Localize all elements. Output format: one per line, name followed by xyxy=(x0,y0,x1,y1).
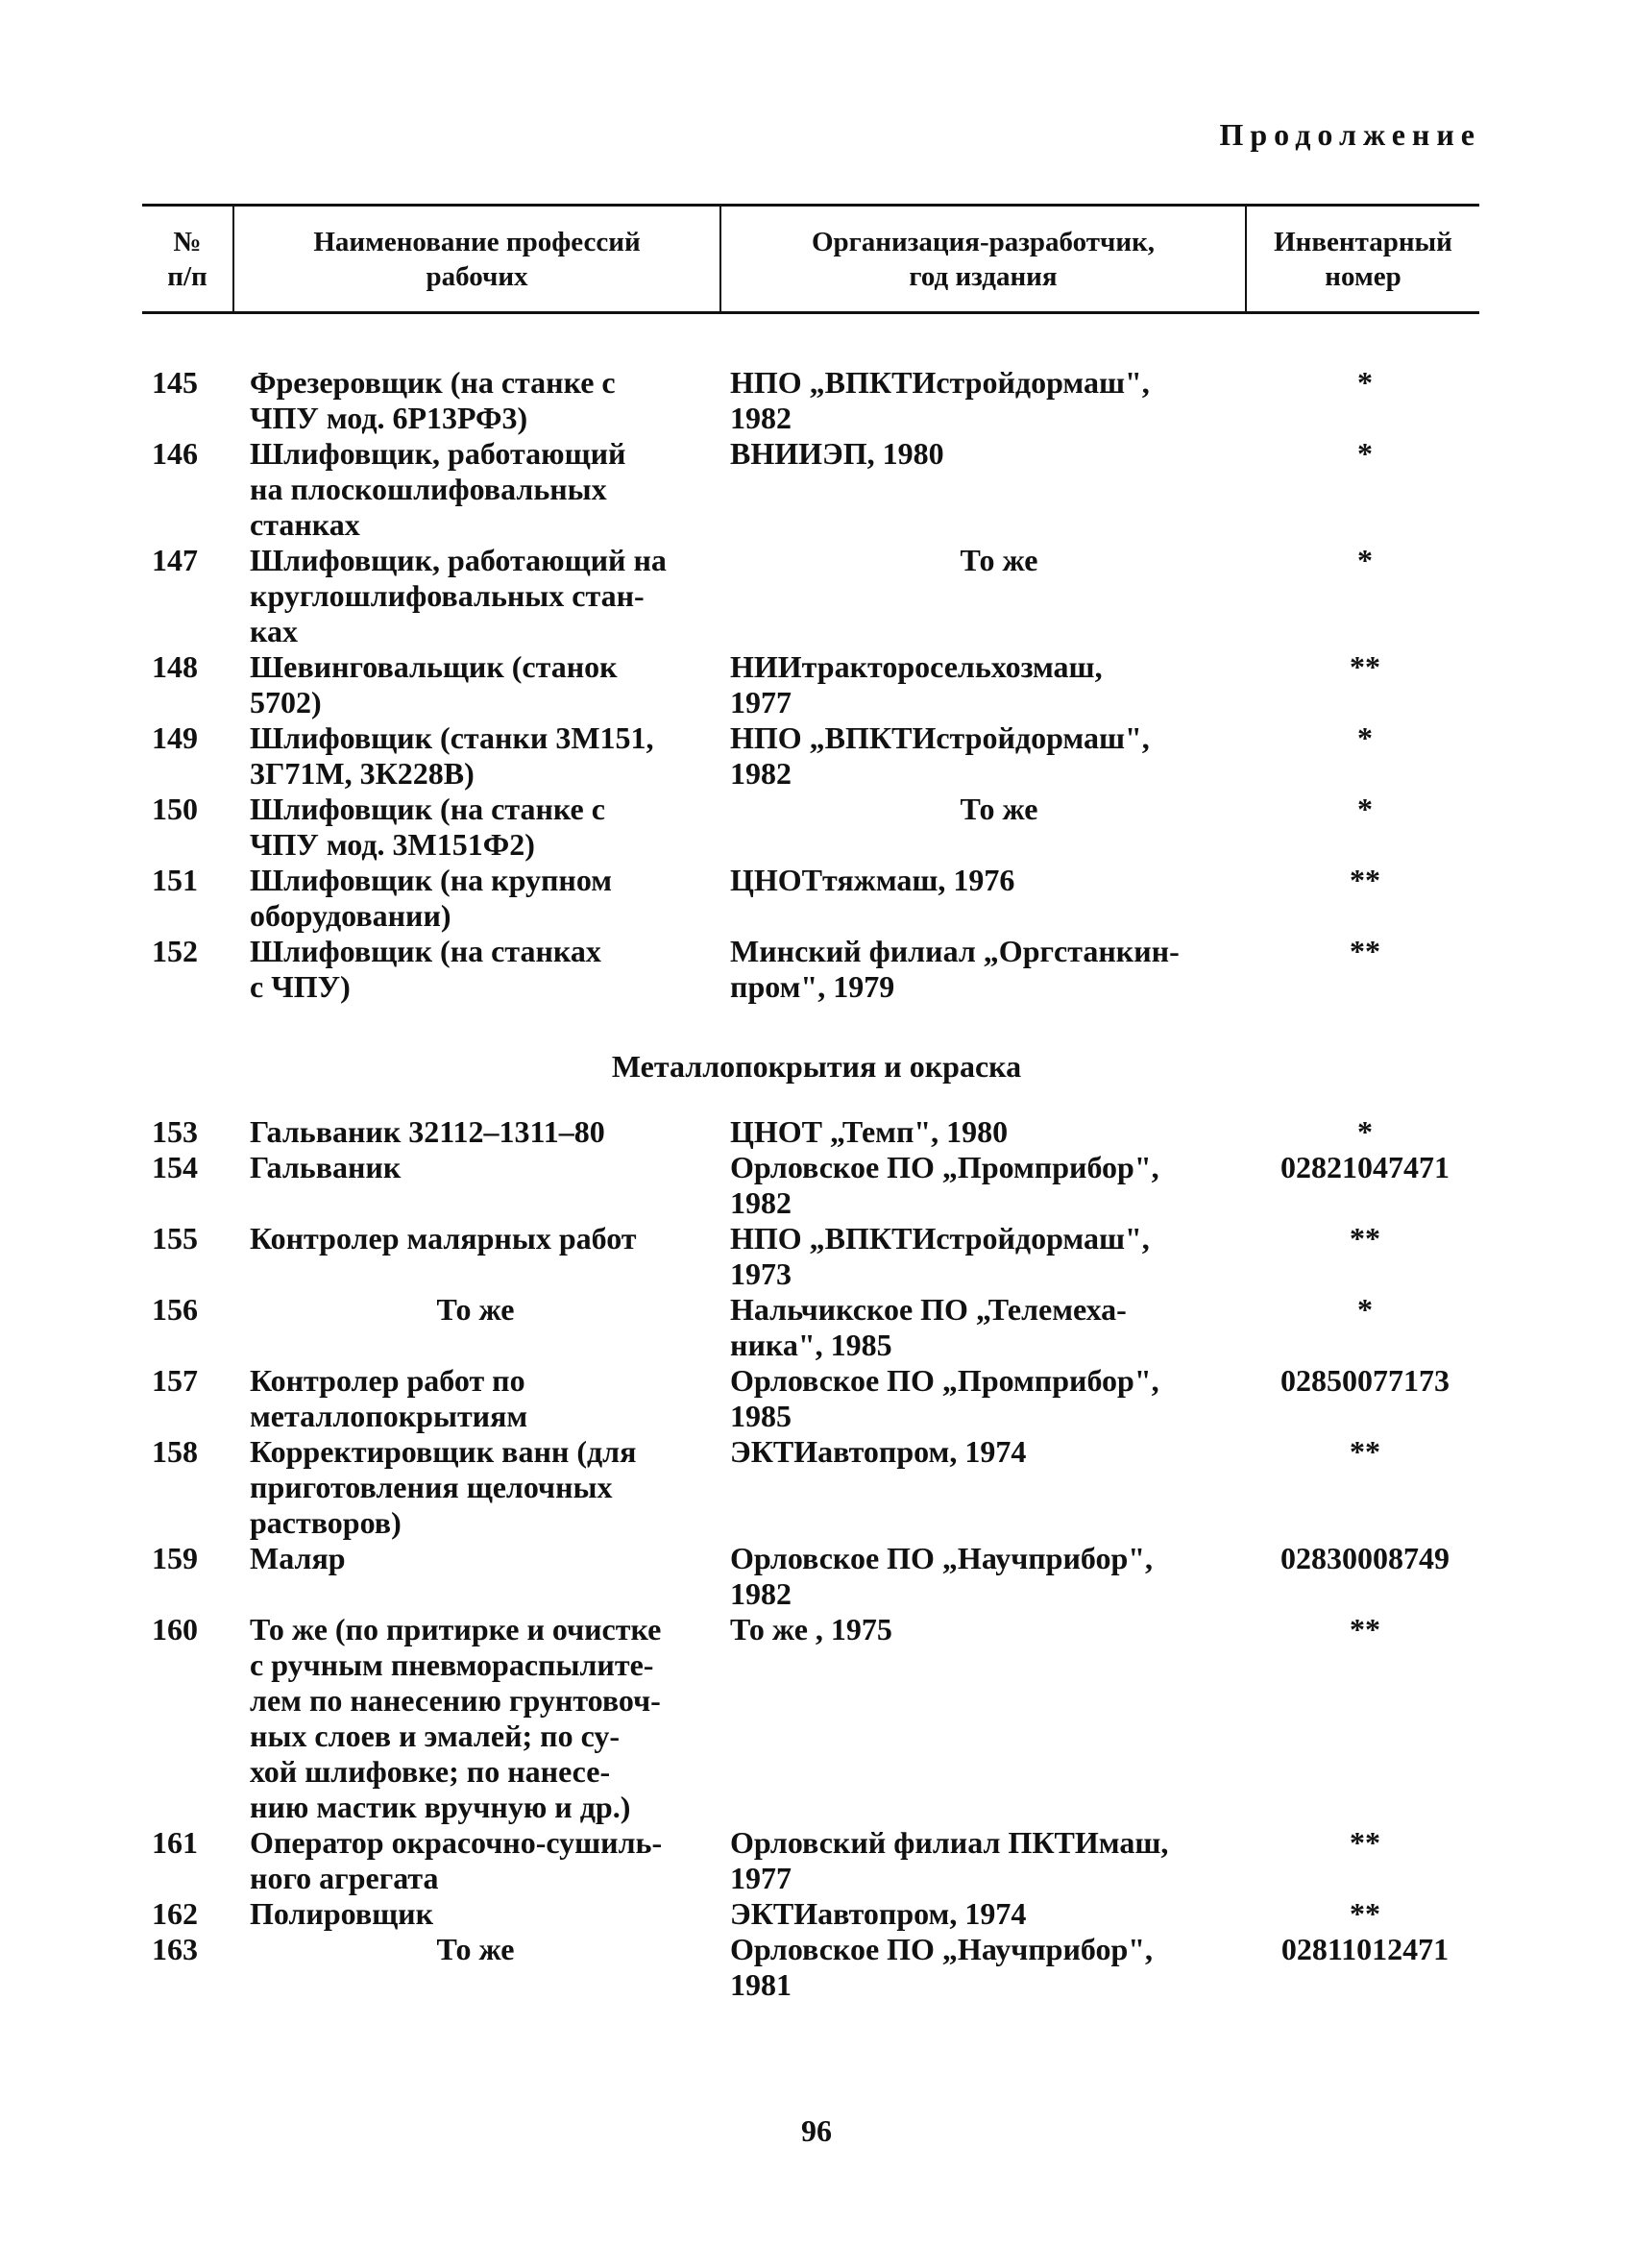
row-inventory: 02830008749 xyxy=(1280,1541,1450,1575)
row-number: 162 xyxy=(152,1896,198,1931)
row-profession: Шлифовщик, работающий на круглошлифовальных стан- ках xyxy=(250,543,667,648)
row-profession: То же (по притирке и очистке с ручным пневмораспылите- лем по нанесению грунтовоч- ных слоев и эмалей; по су- хой шлифовке; по нанесе- нию мастик вручную и др.) xyxy=(250,1612,662,1824)
header-num: № п/п xyxy=(142,207,234,311)
header-inv: Инвентарный номер xyxy=(1274,226,1452,292)
row-number: 158 xyxy=(152,1434,198,1469)
row-organization: То же xyxy=(960,792,1038,826)
row-profession: Фрезеровщик (на станке с ЧПУ мод. 6Р13РФ3) xyxy=(250,365,616,435)
continuation-label: Продолжение xyxy=(1219,117,1481,152)
row-profession: Полировщик xyxy=(250,1896,434,1931)
row-inventory: 02850077173 xyxy=(1280,1363,1450,1398)
row-number: 152 xyxy=(152,934,198,968)
row-inventory: * xyxy=(1357,1114,1373,1149)
row-number: 153 xyxy=(152,1114,198,1149)
row-organization: Орловское ПО „Научприбор", 1982 xyxy=(730,1541,1154,1611)
header-name: Наименование профессий рабочих xyxy=(234,207,721,311)
row-inventory: * xyxy=(1357,543,1373,577)
row-number: 149 xyxy=(152,720,198,755)
row-profession: Гальваник 32112–1311–80 xyxy=(250,1114,605,1149)
row-profession: Шлифовщик, работающий на плоскошлифовальных станках xyxy=(250,436,626,542)
row-profession: Контролер работ по металлопокрытиям xyxy=(250,1363,528,1433)
row-inventory: ** xyxy=(1350,863,1380,897)
header-org: Организация-разработчик, год издания xyxy=(721,207,1247,311)
row-profession: То же xyxy=(436,1932,515,1966)
row-organization: НПО „ВПКТИстройдормаш", 1973 xyxy=(730,1221,1150,1291)
row-organization: ЦНОТтяжмаш, 1976 xyxy=(730,863,1015,897)
row-number: 145 xyxy=(152,365,198,400)
row-profession: Шлифовщик (на станках с ЧПУ) xyxy=(250,934,601,1004)
row-profession: Оператор окрасочно-сушиль- ного агрегата xyxy=(250,1825,663,1895)
row-inventory: 02821047471 xyxy=(1280,1150,1450,1184)
row-number: 150 xyxy=(152,792,198,826)
row-organization: ВНИИЭП, 1980 xyxy=(730,436,944,471)
row-inventory: ** xyxy=(1350,649,1380,684)
row-number: 148 xyxy=(152,649,198,684)
row-profession: Гальваник xyxy=(250,1150,402,1184)
row-inventory: * xyxy=(1357,720,1373,755)
row-number: 155 xyxy=(152,1221,198,1256)
row-organization: Минский филиал „Оргстанкин- пром", 1979 xyxy=(730,934,1180,1004)
row-organization: ЭКТИавтопром, 1974 xyxy=(730,1434,1027,1469)
row-inventory: ** xyxy=(1350,1434,1380,1469)
row-inventory: * xyxy=(1357,792,1373,826)
row-profession: Шлифовщик (станки 3М151, 3Г71М, 3К228В) xyxy=(250,720,654,791)
row-profession: То же xyxy=(436,1292,515,1327)
page-number: 96 xyxy=(801,2113,832,2148)
row-number: 147 xyxy=(152,543,198,577)
row-inventory: ** xyxy=(1350,1221,1380,1256)
row-number: 159 xyxy=(152,1541,198,1575)
row-profession: Корректировщик ванн (для приготовления щелочных растворов) xyxy=(250,1434,637,1540)
row-organization: Нальчикское ПО „Телемеха- ника", 1985 xyxy=(730,1292,1127,1362)
row-inventory: ** xyxy=(1350,1896,1380,1931)
row-inventory: * xyxy=(1357,1292,1373,1327)
row-organization: Орловское ПО „Промприбор", 1985 xyxy=(730,1363,1159,1433)
row-inventory: * xyxy=(1357,365,1373,400)
row-organization: ЭКТИавтопром, 1974 xyxy=(730,1896,1027,1931)
section-title: Металлопокрытия и окраска xyxy=(611,1049,1022,1084)
row-organization: То же , 1975 xyxy=(730,1612,892,1646)
row-organization: ЦНОТ „Темп", 1980 xyxy=(730,1114,1009,1149)
row-number: 160 xyxy=(152,1612,198,1646)
row-organization: Орловское ПО „Научприбор", 1981 xyxy=(730,1932,1154,2002)
row-profession: Шевинговальщик (станок 5702) xyxy=(250,649,618,719)
row-inventory: ** xyxy=(1350,934,1380,968)
row-profession: Маляр xyxy=(250,1541,346,1575)
row-number: 154 xyxy=(152,1150,198,1184)
row-inventory: ** xyxy=(1350,1612,1380,1646)
row-inventory: * xyxy=(1357,436,1373,471)
row-inventory: ** xyxy=(1350,1825,1380,1860)
row-inventory: 02811012471 xyxy=(1280,1932,1450,1966)
row-organization: Орловский филиал ПКТИмаш, 1977 xyxy=(730,1825,1169,1895)
row-organization: Орловское ПО „Промприбор", 1982 xyxy=(730,1150,1159,1220)
row-number: 157 xyxy=(152,1363,198,1398)
row-organization: НПО „ВПКТИстройдормаш", 1982 xyxy=(730,365,1150,435)
row-number: 146 xyxy=(152,436,198,471)
row-organization: То же xyxy=(960,543,1038,577)
row-organization: НИИтракторосельхозмаш, 1977 xyxy=(730,649,1103,719)
row-profession: Шлифовщик (на станке с ЧПУ мод. 3М151Ф2) xyxy=(250,792,605,862)
row-number: 151 xyxy=(152,863,198,897)
row-profession: Контролер малярных работ xyxy=(250,1221,637,1256)
row-number: 156 xyxy=(152,1292,198,1327)
row-profession: Шлифовщик (на крупном оборудовании) xyxy=(250,863,613,933)
table-header xyxy=(142,204,1479,314)
row-organization: НПО „ВПКТИстройдормаш", 1982 xyxy=(730,720,1150,791)
row-number: 161 xyxy=(152,1825,198,1860)
row-number: 163 xyxy=(152,1932,198,1966)
